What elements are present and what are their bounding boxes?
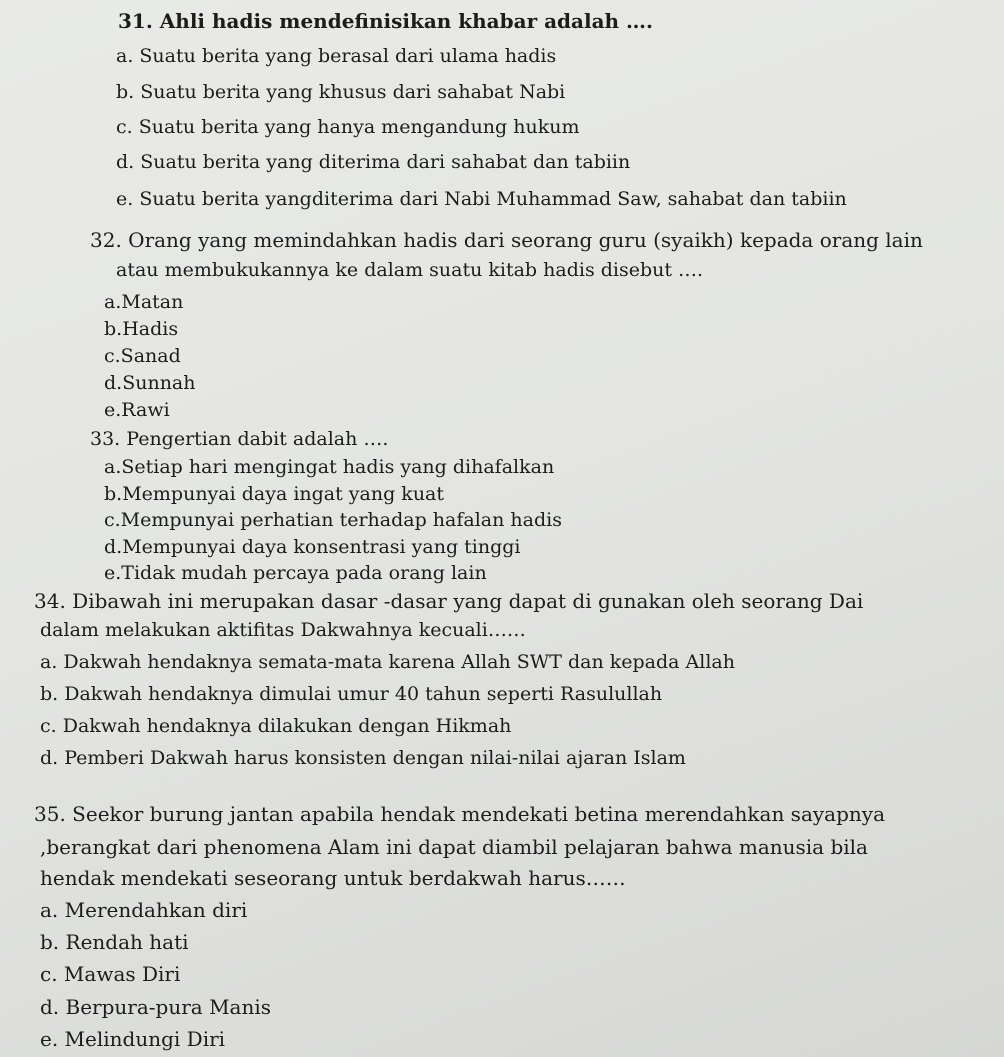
- q32-option-d: d.Sunnah: [104, 372, 196, 394]
- q32-stem-line-2: atau membukukannya ke dalam suatu kitab hadis disebut ….: [116, 259, 704, 281]
- q31-option-e: e. Suatu berita yangditerima dari Nabi Muhammad Saw, sahabat dan tabiin: [116, 188, 847, 210]
- q35-stem: [34, 802, 885, 826]
- q33-option-a: a.Setiap hari mengingat hadis yang dihafalkan: [104, 456, 555, 478]
- q34-option-c: c. Dakwah hendaknya dilakukan dengan Hikmah: [40, 715, 512, 737]
- q35-number: 35.: [34, 802, 66, 826]
- q33-option-d: d.Mempunyai daya konsentrasi yang tinggi: [104, 536, 521, 558]
- q33-option-b: b.Mempunyai daya ingat yang kuat: [104, 483, 445, 505]
- q34-stem: [34, 589, 863, 613]
- q34-option-b: b. Dakwah hendaknya dimulai umur 40 tahun seperti Rasulullah: [40, 683, 663, 705]
- q35-option-e: e. Melindungi Diri: [40, 1027, 226, 1051]
- q32-option-e: e.Rawi: [104, 399, 170, 421]
- q32-option-a: a.Matan: [104, 291, 184, 313]
- q35-stem-line-1: Seekor burung jantan apabila hendak mendekati betina merendahkan sayapnya: [72, 802, 885, 826]
- q31-option-a: a. Suatu berita yang berasal dari ulama hadis: [116, 45, 557, 67]
- q31-option-b: b. Suatu berita yang khusus dari sahabat Nabi: [116, 81, 566, 103]
- q35-option-a: a. Merendahkan diri: [40, 898, 248, 922]
- q33-stem: [90, 427, 388, 451]
- q31-stem-line-1: Ahli hadis mendefinisikan khabar adalah ….: [159, 9, 654, 33]
- q35-option-d: d. Berpura-pura Manis: [40, 995, 272, 1019]
- q32-stem: [90, 228, 923, 252]
- q33-stem-line-1: Pengertian dabit adalah ….: [126, 428, 389, 450]
- q31-option-c: c. Suatu berita yang hanya mengandung hukum: [116, 116, 580, 138]
- q32-stem-line-1: Orang yang memindahkan hadis dari seorang guru (syaikh) kepada orang lain: [128, 228, 923, 252]
- q31-stem: [118, 9, 653, 33]
- q34-option-a: a. Dakwah hendaknya semata-mata karena Allah SWT dan kepada Allah: [40, 651, 735, 673]
- q34-option-d: d. Pemberi Dakwah harus konsisten dengan nilai-nilai ajaran Islam: [40, 747, 686, 769]
- q34-stem-line-1: Dibawah ini merupakan dasar -dasar yang dapat di gunakan oleh seorang Dai: [72, 589, 864, 613]
- q32-number: 32.: [90, 228, 122, 252]
- q32-option-b: b.Hadis: [104, 318, 179, 340]
- q35-stem-line-3: hendak mendekati seseorang untuk berdakwah harus……: [40, 866, 626, 890]
- q34-stem-line-2: dalam melakukan aktifitas Dakwahnya kecuali……: [40, 619, 526, 641]
- q31-option-d: d. Suatu berita yang diterima dari sahabat dan tabiin: [116, 151, 631, 173]
- q32-option-c: c.Sanad: [104, 345, 181, 367]
- q34-number: 34.: [34, 589, 66, 613]
- q33-number: 33.: [90, 428, 121, 450]
- q35-option-c: c. Mawas Diri: [40, 962, 181, 986]
- q33-option-c: c.Mempunyai perhatian terhadap hafalan hadis: [104, 509, 562, 531]
- q33-option-e: e.Tidak mudah percaya pada orang lain: [104, 562, 487, 584]
- q31-number: 31.: [118, 9, 153, 33]
- q35-option-b: b. Rendah hati: [40, 930, 189, 954]
- q35-stem-line-2: ,berangkat dari phenomena Alam ini dapat diambil pelajaran bahwa manusia bila: [40, 835, 868, 859]
